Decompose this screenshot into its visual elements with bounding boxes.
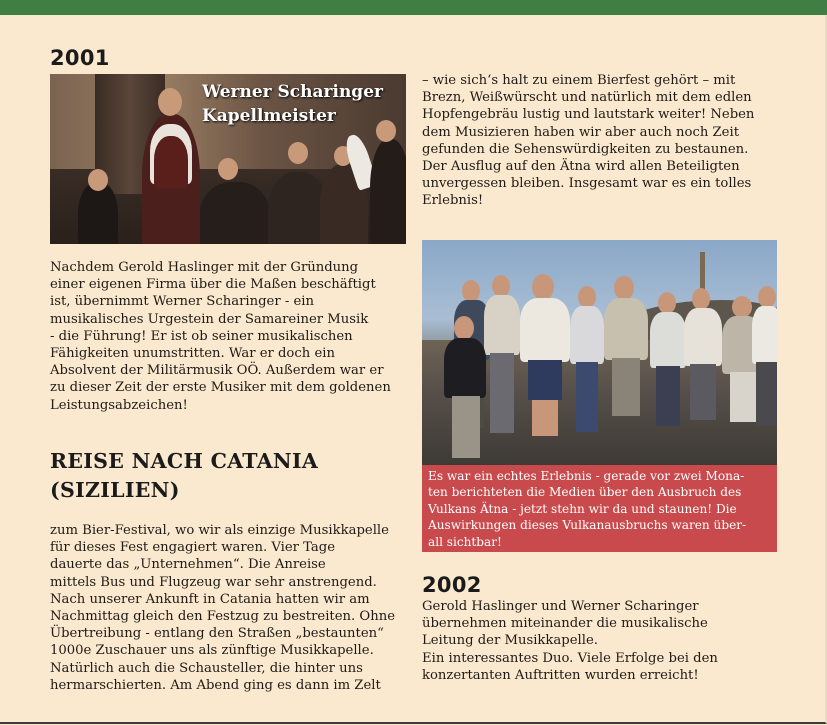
musician-head	[218, 158, 238, 180]
musician-figure	[370, 139, 406, 244]
top-green-bar	[0, 0, 827, 15]
paragraph-catania-continued: – wie sich‘s halt zu einem Bierfest gehört – mit Brezn, Weißwürscht und natürlich mit dem edlen Hopfengebräu lustig und lautstark weiter! Neben dem Musizieren haben wir aber auch noch Zeit gefunden die Sehenswürdigkeiten zu bestaunen. Der Ausflug auf den Ätna wird allen Beteiligten unvergessen bleiben. Insgesamt war es ein tolles Erlebnis!	[422, 73, 755, 209]
musician-head	[288, 142, 308, 164]
band-stage-photo	[50, 74, 406, 244]
conductor-vest	[154, 136, 188, 188]
musician-figure	[268, 172, 328, 244]
musician-head	[88, 169, 108, 191]
year-2001-heading: 2001	[50, 46, 110, 70]
photo-caption-name: Werner Scharinger Kapellmeister	[202, 82, 383, 126]
conductor-head	[158, 88, 182, 116]
catania-trip-heading: REISE NACH CATANIA (SIZILIEN)	[50, 449, 319, 502]
paragraph-2002: Gerold Haslinger und Werner Scharinger übernehmen miteinander die musikalische Leitung der Musikkapelle. Ein interessantes Duo. Viele Erfolge bei den konzertanten Auftritten wurden erreicht!	[422, 599, 718, 683]
etna-photo-caption: Es war ein echtes Erlebnis - gerade vor zwei Mona- ten berichteten die Medien über den Ausbruch des Vulkans Ätna - jetzt stehn wir da und staunen! Die Auswirkungen dieses Vulkanausbruchs waren über- all sichtbar!	[422, 465, 777, 552]
musician-figure	[200, 182, 270, 244]
etna-group-photo	[422, 240, 777, 465]
paragraph-catania: zum Bier-Festival, wo wir als einzige Musikkapelle für dieses Fest engagiert waren. Vier Tage dauerte das „Unternehmen“. Die Anreise mittels Bus und Flugzeug war sehr anstrengend. Nach unserer Ankunft in Catania hatten wir am Nachmittag gleich den Festzug zu bestreiten. Ohne Übertreibung - entlang den Straßen „bestaunten“ 1000e Zuschauer uns als zünftige Musikkapelle. Natürlich auch die Schausteller, die hinter uns hermarschierten. Am Abend ging es dann im Zelt	[50, 523, 396, 693]
paragraph-2001: Nachdem Gerold Haslinger mit der Gründung einer eigenen Firma über die Maßen beschäftigt ist, übernimmt Werner Scharinger - ein musikalisches Urgestein der Samareiner Musik - die Führung! Er ist ob seiner musikalischen Fähigkeiten unumstritten. War er doch ein Absolvent der Militärmusik OÖ. Außerdem war er zu dieser Zeit der erste Musiker mit dem goldenen Leistungsabzeichen!	[50, 260, 391, 413]
musician-figure	[78, 182, 118, 244]
year-2002-heading: 2002	[422, 573, 482, 597]
